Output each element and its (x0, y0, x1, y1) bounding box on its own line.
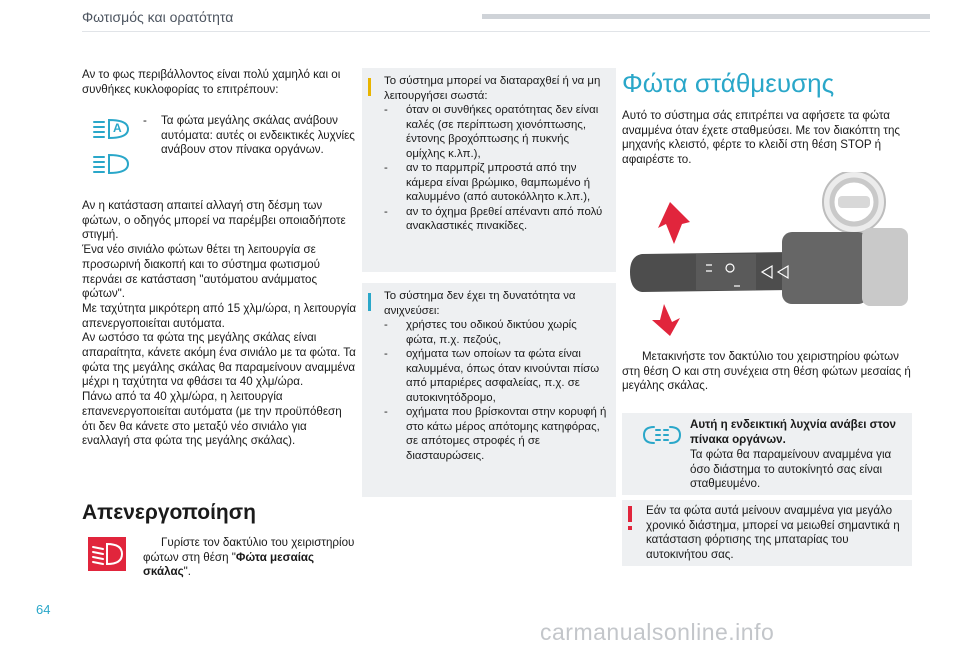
parking-lights-indicator-icon (640, 423, 684, 447)
stalk-label-o: O (696, 290, 704, 300)
dipped-beam-icon (88, 537, 126, 571)
deactivation-title: Απενεργοποίηση (82, 501, 256, 524)
note-panel-1 (362, 68, 616, 272)
warning-box (622, 500, 912, 566)
list-dash: - (384, 104, 388, 116)
intro-paragraph: Αν το φως περιβάλλοντος είναι πολύ χαμηλό και οι συνθήκες κυκλοφορίας το επιτρέπουν: (82, 68, 341, 96)
header-bar (482, 14, 930, 19)
header-divider (82, 31, 930, 32)
parking-instruction (622, 350, 912, 394)
stalk-body-icon (630, 228, 908, 306)
list-item-text: χρήστες του οδικού δικτύου χωρίς φώτα, π.χ. πεζούς, (406, 319, 577, 346)
note-intro: Το σύστημα δεν έχει τη δυνατότητα να ανιχνεύσει: (384, 290, 576, 317)
paragraph: Αν ωστόσο τα φώτα της μεγάλης σκάλας είναι απαραίτητα, κάνετε ακόμη ένα σινιάλο με τα φώτα. Τα φώτα της μεγάλης σκάλας θα παραμείνουν αναμμένα μέχρι η ταχύτητα να φθάσει τα 40 χλμ/ώρα. (82, 331, 356, 389)
steering-wheel-icon (823, 172, 885, 233)
auto-high-beam-icon (92, 117, 132, 141)
parking-lights-paragraph: Αυτό το σύστημα σάς επιτρέπει να αφήσετε τα φώτα αναμμένα όταν έχετε σταθμεύσει. Με τον διακόπτη της μηχανής κλειστό, φέρτε το κλειδί στη θέση STOP ή αφαιρέστε το. (622, 109, 900, 167)
list-item (384, 103, 610, 161)
parking-lights-title: Φώτα στάθμευσης (622, 68, 835, 98)
list-dash: - (384, 205, 388, 218)
paragraph: Με ταχύτητα μικρότερη από 15 χλμ/ώρα, η λειτουργία απενεργοποιείται αυτόματα. (82, 301, 357, 330)
instruction-bold: Φώτα μεσαίας σκάλας (143, 550, 315, 579)
up-arrow-icon (658, 202, 690, 244)
list-dash: - (384, 348, 388, 360)
list-item-text: οχήματα που βρίσκονται στην κορυφή ή στο κάτω μέρος απότομης κατηφόρας, σε απότομες στροφές ή σε διασταυρώσεις. (406, 406, 607, 462)
list-item (384, 161, 610, 205)
paragraph: Αν η κατάσταση απαιτεί αλλαγή στη δέσμη των φώτων, ο οδηγός μπορεί να παρέμβει οποιαδήποτε στιγμή. (82, 199, 346, 242)
list-item-text: αν το παρμπρίζ μπροστά από την κάμερα είναι βρώμικο, θαμπωμένο ή καλυμμένο (από αυτοκόλλητο κ.λπ.), (406, 162, 591, 203)
watermark: carmanualsonline.info (540, 619, 775, 645)
note-text (384, 74, 610, 234)
deactivation-instruction (143, 536, 355, 580)
indicator-info-box (622, 413, 912, 495)
list-item (384, 347, 610, 405)
list-dash: - (384, 162, 388, 174)
list-item (384, 405, 610, 463)
list-item-text: Τα φώτα μεγάλης σκάλας ανάβουν αυτόματα: αυτές οι ενδεικτικές λυχνίες ανάβουν στον πίνακα οργάνων. (161, 114, 355, 157)
list-item (384, 318, 610, 347)
list-dash: - (143, 114, 147, 127)
main-paragraphs (82, 199, 357, 449)
list-item (384, 205, 610, 234)
page-number: 64 (36, 602, 51, 617)
list-item-text: οχήματα των οποίων τα φώτα είναι καλυμμένα, όπως όταν κινούνται πίσω από μπαριέρες ασφαλείας, π.χ. σε αυτοκινητόδρομο, (406, 348, 600, 404)
list-dash: - (384, 319, 388, 331)
instruction-text-end: ". (183, 565, 191, 579)
paragraph: Ένα νέο σινιάλο φώτων θέτει τη λειτουργία σε προσωρινή διακοπή και το σύστημα φωτισμού περνάει σε κατάσταση "αυτόματου ανάμματος φώτων". (82, 243, 320, 301)
instruction-text: Μετακινήστε τον δακτύλιο του χειριστηρίου φώτων στη θέση O και στη συνέχεια στη θέση φώτων μεσαίας ή μεγάλης σκάλας. (622, 350, 911, 393)
down-arrow-icon (652, 304, 680, 336)
warning-text: Εάν τα φώτα αυτά μείνουν αναμμένα για μεγάλο χρονικό διάστημα, μπορεί να μειωθεί σημαντικά η κατάσταση φόρτισης της μπαταρίας του αυτοκινήτου σας. (646, 504, 900, 562)
note-marker (368, 78, 371, 96)
list-item-text: αν το όχημα βρεθεί απέναντι από πολύ ανακλαστικές πινακίδες. (406, 205, 603, 232)
section-header-title: Φωτισμός και ορατότητα (82, 9, 234, 25)
note-intro: Το σύστημα μπορεί να διαταραχθεί ή να μη λειτουργήσει σωστά: (384, 75, 601, 102)
note-panel-2 (362, 283, 616, 497)
paragraph: Πάνω από τα 40 χλμ/ώρα, η λειτουργία επανενεργοποιείται αυτόματα (με την προϋπόθεση ότι δεν θα κάνετε στο μεταξύ νέο σινιάλο για εναλλαγή στα φώτα της μεγάλης σκάλας). (82, 390, 342, 448)
list-item-text: όταν οι συνθήκες ορατότητας δεν είναι καλές (σε περίπτωση χιονόπτωσης, έντονης βροχόπτωσης ή πυκνής ομίχλης κ.λπ.), (406, 104, 599, 160)
warning-dot-icon (628, 526, 632, 530)
list-dash: - (384, 406, 388, 418)
instruction-text: Γυρίστε τον δακτύλιο του χειριστηρίου φώτων στη θέση " (143, 536, 355, 564)
note-text (384, 289, 610, 463)
high-beam-icon (92, 152, 132, 176)
info-title: Αυτή η ενδεικτική λυχνία ανάβει στον πίνακα οργάνων. (690, 418, 896, 446)
warning-icon (628, 506, 632, 522)
info-text: Τα φώτα θα παραμείνουν αναμμένα για όσο διάστημα το αυτοκίνητό σας είναι σταθμευμένο. (690, 448, 892, 491)
note-marker (368, 293, 371, 311)
light-stalk-illustration (622, 172, 930, 336)
auto-letter: A (113, 121, 122, 135)
